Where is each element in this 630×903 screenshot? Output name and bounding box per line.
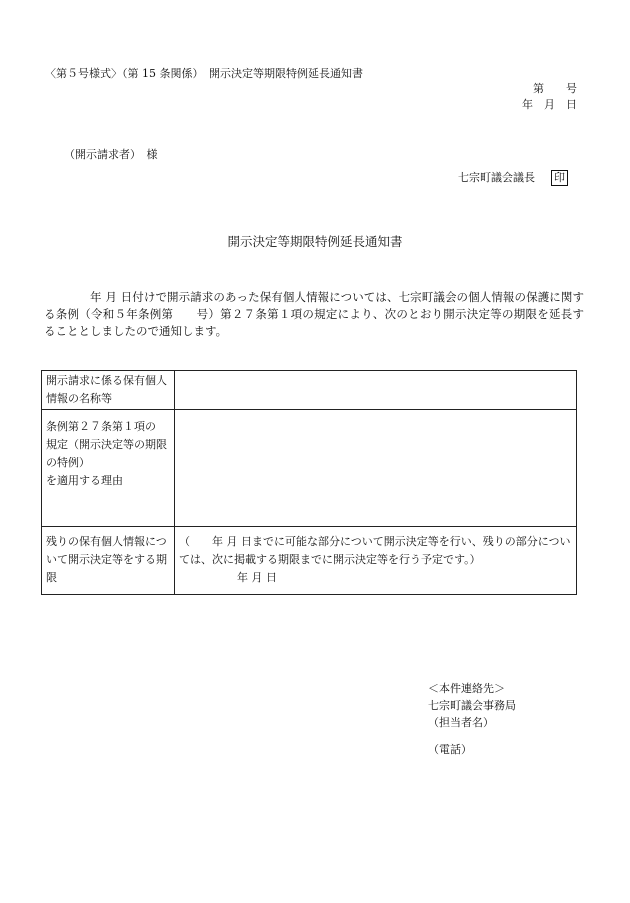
label-line: を適用する理由 [46, 474, 123, 487]
table-row [42, 410, 577, 527]
contact-heading: ＜本件連絡先＞ [428, 682, 505, 695]
contact-spacer [428, 731, 516, 741]
extension-reason-value [175, 410, 577, 527]
personal-info-name-label: 開示請求に係る保有個人情報の名称等 [42, 371, 175, 410]
contact-office: 七宗町議会事務局 [428, 699, 516, 712]
contact-block [428, 680, 516, 758]
remaining-deadline-value [175, 527, 577, 595]
issuer-name: 七宗町議会議長 [458, 171, 535, 185]
personal-info-name-value [175, 371, 577, 410]
document-date: 年 月 日 [522, 98, 577, 111]
notice-body: 年 月 日付けで開示請求のあった保有個人情報については、七宗町議会の個人情報の保護に関する条例（令和５年条例第 号）第２７条第１項の規定により、次のとおり開示決定等の期限を延長することとしましたので通知します。 [44, 290, 584, 338]
remaining-deadline-date: 年 月 日 [237, 571, 277, 584]
contact-person: （担当者名） [428, 716, 494, 729]
label-line: の特例） [46, 456, 90, 469]
issuer-block [458, 170, 568, 186]
document-number: 第 号 [533, 82, 577, 95]
label-line: 条例第２７条第１項の [46, 420, 156, 433]
addressee-label: （開示請求者） 様 [64, 148, 158, 161]
table-row [42, 371, 577, 410]
remaining-deadline-label: 残りの保有個人情報について開示決定等をする期限 [42, 527, 175, 595]
seal-mark: 印 [551, 170, 568, 186]
details-table [41, 370, 577, 595]
label-line: 規定（開示決定等の期限 [46, 438, 167, 451]
form-header-label: 〈第５号様式〉（第 15 条関係） 開示決定等期限特例延長通知書 [45, 67, 363, 80]
remaining-deadline-text: （ 年 月 日までに可能な部分について開示決定等を行い、残りの部分については、次に掲載する期限までに開示決定等を行う予定です。） [179, 535, 571, 566]
contact-phone: （電話） [428, 743, 472, 756]
extension-reason-label [42, 410, 175, 527]
document-title: 開示決定等期限特例延長通知書 [227, 234, 403, 249]
table-row [42, 527, 577, 595]
